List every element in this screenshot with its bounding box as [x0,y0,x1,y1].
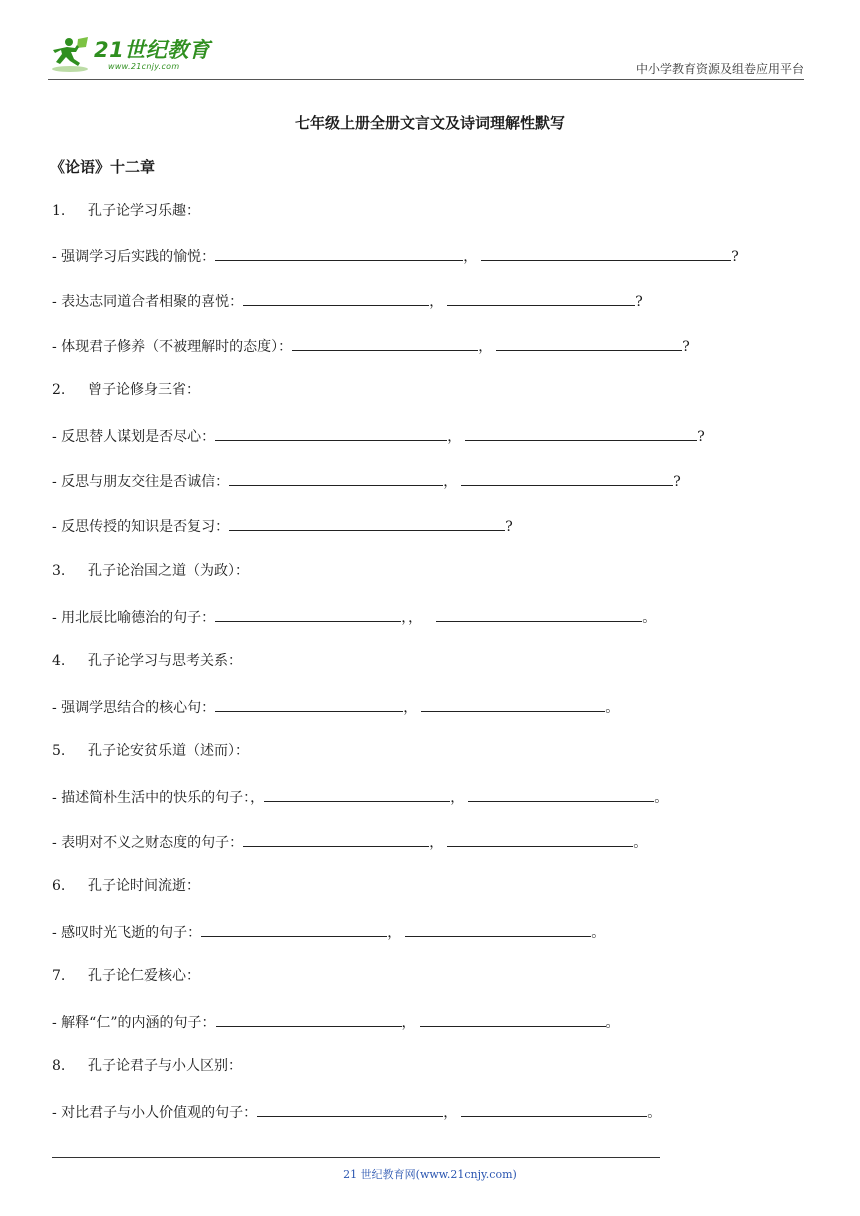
question-text: 孔子论君子与小人区别： [88,1058,242,1074]
page-footer[interactable]: 21 世纪教育网(www.21cnjy.com) [343,1168,517,1181]
separator: ， [387,925,402,941]
question-text: 孔子论学习乐趣： [88,203,200,219]
answer-blank[interactable] [292,334,478,351]
end-mark: ? [635,294,643,310]
answer-blank[interactable] [216,1010,402,1027]
logo-url: www.21cnjy.com [108,62,180,71]
section-title: 《论语》十二章 [50,158,156,176]
answer-blank[interactable] [481,244,731,261]
fill-line [52,1100,661,1122]
footer-divider [52,1157,660,1158]
answer-blank[interactable] [468,785,654,802]
fill-prompt: - 强调学思结合的核心句： [52,700,216,716]
answer-blank[interactable] [243,289,429,306]
end-mark: ? [697,429,705,445]
question-heading [52,560,249,582]
answer-blank[interactable] [264,785,450,802]
question-text: 孔子论学习与思考关系： [88,653,242,669]
separator: ，， [401,610,423,626]
answer-blank[interactable] [461,1100,647,1117]
fill-prompt: - 反思与朋友交往是否诚信： [52,474,230,490]
end-mark: 。 [605,700,620,716]
end-mark: 。 [591,925,606,941]
end-mark: 。 [642,610,657,626]
question-number: 8. [52,1058,66,1074]
question-heading [52,1055,242,1077]
question-number: 7. [52,968,66,984]
separator: ， [403,700,418,716]
end-mark: ? [505,519,513,535]
answer-blank[interactable] [461,469,673,486]
answer-blank[interactable] [229,469,443,486]
end-mark: ? [673,474,681,490]
end-mark: ? [682,339,690,355]
separator: ， [429,835,444,851]
end-mark: 。 [605,1015,620,1031]
fill-prompt: - 感叹时光飞逝的句子： [52,925,202,941]
fill-line [52,830,647,852]
fill-prompt: - 解释“仁”的内涵的句子： [52,1015,216,1031]
fill-line [52,289,643,311]
fill-line [52,424,705,446]
separator: ， [450,790,465,806]
question-text: 曾子论修身三省： [88,382,200,398]
answer-blank[interactable] [215,244,463,261]
question-heading [52,379,200,401]
runner-logo-icon [48,33,90,77]
fill-line [52,605,656,627]
separator: ， [478,339,493,355]
question-number: 5. [52,743,66,759]
fill-prompt: - 表明对不义之财态度的句子： [52,835,244,851]
separator: ， [447,429,462,445]
fill-prompt: - 用北辰比喻德治的句子： [52,610,216,626]
separator: ， [463,249,478,265]
fill-line [52,334,690,356]
question-heading [52,965,200,987]
question-heading [52,200,200,222]
answer-blank[interactable] [447,830,633,847]
question-text: 孔子论仁爱核心： [88,968,200,984]
page-header [48,30,804,80]
fill-line [52,920,605,942]
answer-blank[interactable] [257,1100,443,1117]
answer-blank[interactable] [465,424,697,441]
question-text: 孔子论安贫乐道（述而）： [88,743,249,759]
answer-blank[interactable] [243,830,429,847]
end-mark: 。 [654,790,669,806]
question-heading [52,650,242,672]
header-divider [48,79,804,80]
question-number: 1. [52,203,66,219]
question-heading [52,740,249,762]
answer-blank[interactable] [215,605,401,622]
question-heading [52,875,200,897]
fill-prompt: - 体现君子修养（不被理解时的态度）： [52,339,293,355]
fill-prompt: - 描述简朴生活中的快乐的句子：， [52,790,265,806]
end-mark: 。 [633,835,648,851]
question-text: 孔子论治国之道（为政）： [88,563,249,579]
answer-blank[interactable] [215,695,403,712]
separator: ， [429,294,444,310]
fill-line [52,514,513,536]
question-number: 6. [52,878,66,894]
question-text: 孔子论时间流逝： [88,878,200,894]
answer-blank[interactable] [229,514,505,531]
question-number: 3. [52,563,66,579]
separator: ， [443,1105,458,1121]
answer-blank[interactable] [215,424,447,441]
answer-blank[interactable] [436,605,642,622]
platform-label: 中小学教育资源及组卷应用平台 [635,62,804,76]
question-number: 4. [52,653,66,669]
fill-prompt: - 反思替人谋划是否尽心： [52,429,216,445]
answer-blank[interactable] [420,1010,606,1027]
answer-blank[interactable] [201,920,387,937]
fill-prompt: - 对比君子与小人价值观的句子： [52,1105,258,1121]
answer-blank[interactable] [496,334,682,351]
question-number: 2. [52,382,66,398]
fill-prompt: - 表达志同道合者相聚的喜悦： [52,294,244,310]
fill-line [52,1010,620,1032]
fill-line [52,695,619,717]
fill-line [52,469,681,491]
end-mark: 。 [647,1105,662,1121]
separator: ， [443,474,458,490]
fill-prompt: - 反思传授的知识是否复习： [52,519,230,535]
logo-title: 21世纪教育 [94,38,211,62]
fill-prompt: - 强调学习后实践的愉悦： [52,249,216,265]
answer-blank[interactable] [421,695,605,712]
answer-blank[interactable] [447,289,635,306]
fill-line [52,785,668,807]
separator: ， [401,1015,416,1031]
end-mark: ? [731,249,739,265]
fill-line [52,244,739,266]
answer-blank[interactable] [405,920,591,937]
brand-logo [48,30,210,80]
document-title: 七年级上册全册文言文及诗词理解性默写 [294,114,565,132]
